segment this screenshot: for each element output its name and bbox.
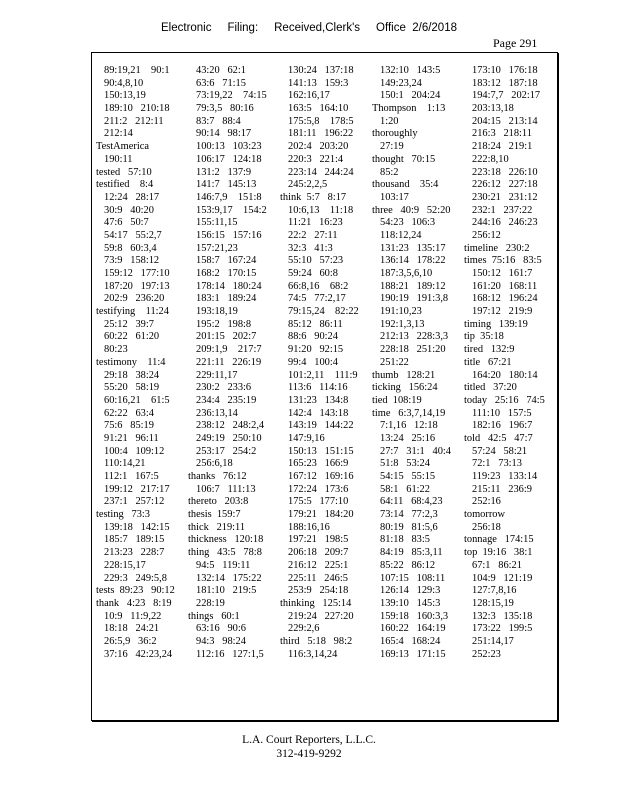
index-term: thinking 125:14 xyxy=(280,597,352,609)
index-reference: 63:6 71:15 xyxy=(196,77,246,89)
index-reference: 112:16 127:1,5 xyxy=(196,648,264,660)
reporter-phone: 312-419-9292 xyxy=(276,748,342,760)
index-reference: 192:1,3,13 xyxy=(380,318,425,330)
index-reference: 149:23,24 xyxy=(380,77,422,89)
index-reference: 84:19 85:3,11 xyxy=(380,547,443,559)
index-reference: 12:24 28:17 xyxy=(104,191,160,203)
index-reference: 223:14 244:24 xyxy=(288,166,354,178)
index-reference: 165:4 168:24 xyxy=(380,635,441,647)
index-term: testing 73:3 xyxy=(96,509,150,521)
index-reference: 99:4 100:4 xyxy=(288,356,338,368)
index-term: third 5:18 98:2 xyxy=(280,635,353,647)
index-reference: 89:19,21 90:1 xyxy=(104,65,170,76)
index-reference: 37:16 42:23,24 xyxy=(104,648,173,660)
index-term: titled 37:20 xyxy=(464,382,517,394)
index-reference: 26:5,9 36:2 xyxy=(104,635,157,647)
index-term: thumb 128:21 xyxy=(372,369,436,381)
index-term: time 6:3,7,14,19 xyxy=(372,407,446,419)
index-term: thing 43:5 78:8 xyxy=(188,547,262,559)
index-reference: 91:20 92:15 xyxy=(288,344,344,356)
footer xyxy=(0,733,618,761)
index-reference: 230:2 233:6 xyxy=(196,382,252,394)
index-reference: 27:7 31:1 40:4 xyxy=(380,445,452,457)
index-reference: 11:21 16:23 xyxy=(288,217,343,229)
index-term: told 42:5 47:7 xyxy=(464,432,533,444)
page-number: Page 291 xyxy=(493,36,538,50)
index-reference: 216:3 218:11 xyxy=(472,128,532,140)
index-reference: 218:24 219:1 xyxy=(472,141,533,153)
index-term: thoroughly xyxy=(372,128,418,140)
index-reference: 256:18 xyxy=(472,521,501,533)
index-reference: 222:8,10 xyxy=(472,153,509,165)
index-reference: 225:11 246:5 xyxy=(288,572,348,584)
index-reference: 30:9 40:20 xyxy=(104,204,154,216)
index-reference: 229:2,6 xyxy=(288,623,320,635)
index-reference: 60:16,21 61:5 xyxy=(104,394,170,406)
index-reference: 119:23 133:14 xyxy=(472,471,538,482)
index-reference: 253:9 254:18 xyxy=(288,585,349,597)
reporter-name: L.A. Court Reporters, L.L.C. xyxy=(242,734,376,746)
index-reference: 153:9,17 154:2 xyxy=(196,204,267,216)
index-reference: 251:22 xyxy=(380,356,409,368)
index-reference: 164:20 180:14 xyxy=(472,369,538,381)
index-reference: 226:12 227:18 xyxy=(472,179,538,191)
index-reference: 221:11 226:19 xyxy=(196,356,262,368)
index-reference: 131:23 135:17 xyxy=(380,242,446,254)
index-reference: 252:16 xyxy=(472,496,501,508)
index-reference: 168:2 170:15 xyxy=(196,268,257,279)
index-reference: 179:21 184:20 xyxy=(288,509,354,521)
index-reference: 18:18 24:21 xyxy=(104,623,160,635)
index-term: thickness 120:18 xyxy=(188,534,264,546)
index-reference: 10:6,13 11:18 xyxy=(288,204,354,216)
index-reference: 167:12 169:16 xyxy=(288,471,354,482)
index-term: thought 70:15 xyxy=(372,153,436,165)
index-reference: 150:13 151:15 xyxy=(288,445,354,457)
index-reference: 72:1 73:13 xyxy=(472,458,522,470)
index-reference: 57:24 58:21 xyxy=(472,445,528,457)
index-reference: 187:3,5,6,10 xyxy=(380,268,433,279)
index-term: tested 57:10 xyxy=(96,166,152,178)
index-reference: 229:3 249:5,8 xyxy=(104,572,167,584)
index-column-3 xyxy=(280,65,372,717)
index-reference: 253:17 254:2 xyxy=(196,445,257,457)
index-reference: 201:15 202:7 xyxy=(196,331,257,343)
index-reference: 160:22 164:19 xyxy=(380,623,446,635)
index-reference: 75:6 85:19 xyxy=(104,420,154,432)
index-reference: 116:3,14,24 xyxy=(288,648,338,660)
index-reference: 73:19,22 74:15 xyxy=(196,90,267,102)
index-reference: 73:9 158:12 xyxy=(104,255,160,267)
index-term: thick 219:11 xyxy=(188,521,246,533)
index-reference: 251:14,17 xyxy=(472,635,514,647)
index-reference: 139:18 142:15 xyxy=(104,521,170,533)
index-reference: 141:7 145:13 xyxy=(196,179,257,191)
index-reference: 73:14 77:2,3 xyxy=(380,509,438,521)
index-reference: 29:18 38:24 xyxy=(104,369,160,381)
index-reference: 64:11 68:4,23 xyxy=(380,496,443,508)
index-reference: 215:11 236:9 xyxy=(472,483,532,495)
index-reference: 190:19 191:3,8 xyxy=(380,293,449,305)
index-reference: 202:9 236:20 xyxy=(104,293,165,305)
index-reference: 249:19 250:10 xyxy=(196,432,262,444)
index-reference: 185:7 189:15 xyxy=(104,534,165,546)
index-reference: 156:15 157:16 xyxy=(196,229,262,241)
index-reference: 175:5,8 178:5 xyxy=(288,115,354,127)
index-term: top 19:16 38:1 xyxy=(464,547,533,559)
index-reference: 81:18 83:5 xyxy=(380,534,430,546)
index-reference: 104:9 121:19 xyxy=(472,572,533,584)
index-reference: 106:17 124:18 xyxy=(196,153,262,165)
index-reference: 79:3,5 80:16 xyxy=(196,103,254,115)
filing-header: Electronic Filing: Received,Clerk's Office 2/6/2018 xyxy=(161,22,457,34)
index-reference: 159:12 177:10 xyxy=(104,268,170,279)
index-term: timeline 230:2 xyxy=(464,242,530,254)
index-reference: 232:1 237:22 xyxy=(472,204,533,216)
index-term: testimony 11:4 xyxy=(96,356,166,368)
index-reference: 182:16 196:7 xyxy=(472,420,533,432)
index-reference: 228:15,17 xyxy=(104,559,146,571)
index-reference: 163:5 164:10 xyxy=(288,103,349,115)
index-reference: 101:2,11 111:9 xyxy=(288,369,358,381)
index-reference: 161:20 168:11 xyxy=(472,280,538,292)
index-reference: 85:12 86:11 xyxy=(288,318,343,330)
index-reference: 107:15 108:11 xyxy=(380,572,446,584)
index-reference: 62:22 63:4 xyxy=(104,407,154,419)
index-reference: 90:14 98:17 xyxy=(196,128,252,140)
index-reference: 79:15,24 82:22 xyxy=(288,306,359,318)
index-reference: 165:23 166:9 xyxy=(288,458,349,470)
index-reference: 83:7 88:4 xyxy=(196,115,241,127)
index-reference: 141:13 159:3 xyxy=(288,77,349,89)
index-reference: 94:3 98:24 xyxy=(196,635,246,647)
index-reference: 47:6 50:7 xyxy=(104,217,149,229)
index-reference: 51:8 53:24 xyxy=(380,458,430,470)
index-column-4 xyxy=(372,65,464,717)
index-term: thousand 35:4 xyxy=(372,179,439,191)
index-column-2 xyxy=(188,65,280,717)
index-reference: 234:4 235:19 xyxy=(196,394,257,406)
index-reference: 13:24 25:16 xyxy=(380,432,436,444)
index-reference: 54:15 55:15 xyxy=(380,471,436,482)
index-reference: 175:5 177:10 xyxy=(288,496,349,508)
index-term: tip 35:18 xyxy=(464,331,504,343)
index-reference: 22:2 27:11 xyxy=(288,229,338,241)
index-reference: 238:12 248:2,4 xyxy=(196,420,265,432)
index-reference: 188:21 189:12 xyxy=(380,280,446,292)
index-reference: 131:2 137:9 xyxy=(196,166,252,178)
index-reference: 194:7,7 202:17 xyxy=(472,90,541,102)
index-term: tonnage 174:15 xyxy=(464,534,534,546)
index-reference: 213:23 228:7 xyxy=(104,547,165,559)
index-reference: 244:16 246:23 xyxy=(472,217,538,229)
index-reference: 220:3 221:4 xyxy=(288,153,344,165)
index-reference: 147:9,16 xyxy=(288,432,325,444)
index-reference: 229:11,17 xyxy=(196,369,238,381)
index-reference: 118:12,24 xyxy=(380,229,422,241)
index-reference: 237:1 257:12 xyxy=(104,496,165,508)
index-reference: 204:15 213:14 xyxy=(472,115,538,127)
index-reference: 219:24 227:20 xyxy=(288,610,354,622)
index-reference: 136:14 178:22 xyxy=(380,255,446,267)
index-reference: 209:1,9 217:7 xyxy=(196,344,262,356)
index-reference: 43:20 62:1 xyxy=(196,65,246,76)
index-term: title 67:21 xyxy=(464,356,512,368)
index-reference: 54:17 55:2,7 xyxy=(104,229,162,241)
index-term: today 25:16 74:5 xyxy=(464,394,545,406)
index-reference: 158:7 167:24 xyxy=(196,255,257,267)
index-reference: 236:13,14 xyxy=(196,407,238,419)
index-term: tests 89:23 90:12 xyxy=(96,585,175,597)
index-reference: 59:8 60:3,4 xyxy=(104,242,157,254)
index-reference: 212:13 228:3,3 xyxy=(380,331,449,343)
index-reference: 112:1 167:5 xyxy=(104,471,159,482)
index-reference: 32:3 41:3 xyxy=(288,242,333,254)
index-reference: 1:20 xyxy=(380,115,399,127)
index-reference: 181:11 196:22 xyxy=(288,128,354,140)
index-reference: 130:24 137:18 xyxy=(288,65,354,76)
index-reference: 132:3 135:18 xyxy=(472,610,533,622)
index-column-1 xyxy=(96,65,188,717)
index-reference: 80:19 81:5,6 xyxy=(380,521,438,533)
index-reference: 188:16,16 xyxy=(288,521,330,533)
index-column-5 xyxy=(464,65,556,717)
index-term: thereto 203:8 xyxy=(188,496,249,508)
index-term: times 75:16 83:5 xyxy=(464,255,542,267)
index-term: thank 4:23 8:19 xyxy=(96,597,172,609)
index-reference: 159:18 160:3,3 xyxy=(380,610,449,622)
index-reference: 91:21 96:11 xyxy=(104,432,159,444)
index-reference: 173:22 199:5 xyxy=(472,623,533,635)
index-reference: 187:20 197:13 xyxy=(104,280,170,292)
index-reference: 126:14 129:3 xyxy=(380,585,441,597)
index-reference: 100:4 109:12 xyxy=(104,445,165,457)
index-reference: 173:10 176:18 xyxy=(472,65,538,76)
index-reference: 245:2,2,5 xyxy=(288,179,328,191)
index-term: tied 108:19 xyxy=(372,394,422,406)
index-reference: 150:13,19 xyxy=(104,90,146,102)
index-reference: 203:13,18 xyxy=(472,103,514,115)
index-reference: 80:23 xyxy=(104,344,128,356)
index-reference: 150:12 161:7 xyxy=(472,268,533,279)
index-reference: 191:10,23 xyxy=(380,306,422,318)
index-reference: 67:1 86:21 xyxy=(472,559,522,571)
index-reference: 55:10 57:23 xyxy=(288,255,344,267)
index-reference: 183:1 189:24 xyxy=(196,293,257,305)
index-reference: 189:10 210:18 xyxy=(104,103,170,115)
index-reference: 63:16 90:6 xyxy=(196,623,246,635)
index-reference: 85:2 xyxy=(380,166,399,178)
index-term: tomorrow xyxy=(464,509,505,521)
index-reference: 193:18,19 xyxy=(196,306,238,318)
index-term: ticking 156:24 xyxy=(372,382,438,394)
index-reference: 25:12 39:7 xyxy=(104,318,154,330)
index-reference: 10:9 11:9,22 xyxy=(104,610,162,622)
index-term: TestAmerica xyxy=(96,141,149,153)
index-reference: 230:21 231:12 xyxy=(472,191,538,203)
index-term: Thompson 1:13 xyxy=(372,103,446,115)
index-reference: 223:18 226:10 xyxy=(472,166,538,178)
index-term: testified 8:4 xyxy=(96,179,154,191)
index-term: timing 139:19 xyxy=(464,318,528,330)
index-reference: 55:20 58:19 xyxy=(104,382,160,394)
index-reference: 60:22 61:20 xyxy=(104,331,160,343)
index-reference: 132:14 175:22 xyxy=(196,572,262,584)
index-reference: 169:13 171:15 xyxy=(380,648,446,660)
index-term: tired 132:9 xyxy=(464,344,515,356)
index-reference: 190:11 xyxy=(104,153,133,165)
index-reference: 90:4,8,10 xyxy=(104,77,144,89)
index-reference: 206:18 209:7 xyxy=(288,547,349,559)
index-reference: 88:6 90:24 xyxy=(288,331,338,343)
index-reference: 106:7 111:13 xyxy=(196,483,256,495)
index-reference: 197:21 198:5 xyxy=(288,534,349,546)
index-reference: 27:19 xyxy=(380,141,404,153)
index-reference: 256:12 xyxy=(472,229,501,241)
index-reference: 172:24 173:6 xyxy=(288,483,349,495)
index-reference: 168:12 196:24 xyxy=(472,293,538,305)
index-reference: 111:10 157:5 xyxy=(472,407,532,419)
index-reference: 252:23 xyxy=(472,648,501,660)
index-reference: 195:2 198:8 xyxy=(196,318,252,330)
index-reference: 212:14 xyxy=(104,128,133,140)
index-reference: 85:22 86:12 xyxy=(380,559,436,571)
index-reference: 142:4 143:18 xyxy=(288,407,349,419)
index-reference: 157:21,23 xyxy=(196,242,238,254)
index-reference: 228:18 251:20 xyxy=(380,344,446,356)
word-index xyxy=(96,65,556,717)
index-reference: 197:12 219:9 xyxy=(472,306,533,318)
index-reference: 178:14 180:24 xyxy=(196,280,262,292)
index-reference: 199:12 217:17 xyxy=(104,483,170,495)
index-reference: 74:5 77:2,17 xyxy=(288,293,346,305)
index-reference: 103:17 xyxy=(380,191,409,203)
index-reference: 66:8,16 68:2 xyxy=(288,280,349,292)
index-reference: 110:14,21 xyxy=(104,458,146,470)
index-reference: 131:23 134:8 xyxy=(288,394,349,406)
index-reference: 59:24 60:8 xyxy=(288,268,338,279)
index-term: think 5:7 8:17 xyxy=(280,191,347,203)
index-reference: 162:16,17 xyxy=(288,90,330,102)
index-reference: 94:5 119:11 xyxy=(196,559,251,571)
index-reference: 146:7,9 151:8 xyxy=(196,191,262,203)
index-term: thanks 76:12 xyxy=(188,471,247,482)
index-reference: 256:6,18 xyxy=(196,458,233,470)
index-reference: 7:1,16 12:18 xyxy=(380,420,438,432)
index-reference: 202:4 203:20 xyxy=(288,141,349,153)
index-reference: 216:12 225:1 xyxy=(288,559,349,571)
index-reference: 127:7,8,16 xyxy=(472,585,517,597)
index-reference: 155:11,15 xyxy=(196,217,238,229)
index-term: thesis 159:7 xyxy=(188,509,241,521)
index-reference: 58:1 61:22 xyxy=(380,483,430,495)
index-term: three 40:9 52:20 xyxy=(372,204,451,216)
index-term: things 60:1 xyxy=(188,610,240,622)
index-reference: 100:13 103:23 xyxy=(196,141,262,153)
index-reference: 143:19 144:22 xyxy=(288,420,354,432)
index-reference: 181:10 219:5 xyxy=(196,585,257,597)
index-reference: 211:2 212:11 xyxy=(104,115,164,127)
index-reference: 183:12 187:18 xyxy=(472,77,538,89)
index-reference: 113:6 114:16 xyxy=(288,382,348,394)
index-term: testifying 11:24 xyxy=(96,306,169,318)
index-reference: 54:23 106:3 xyxy=(380,217,436,229)
index-reference: 139:10 145:3 xyxy=(380,597,441,609)
index-reference: 132:10 143:5 xyxy=(380,65,441,76)
index-reference: 228:19 xyxy=(196,597,225,609)
index-reference: 150:1 204:24 xyxy=(380,90,441,102)
index-reference: 128:15,19 xyxy=(472,597,514,609)
